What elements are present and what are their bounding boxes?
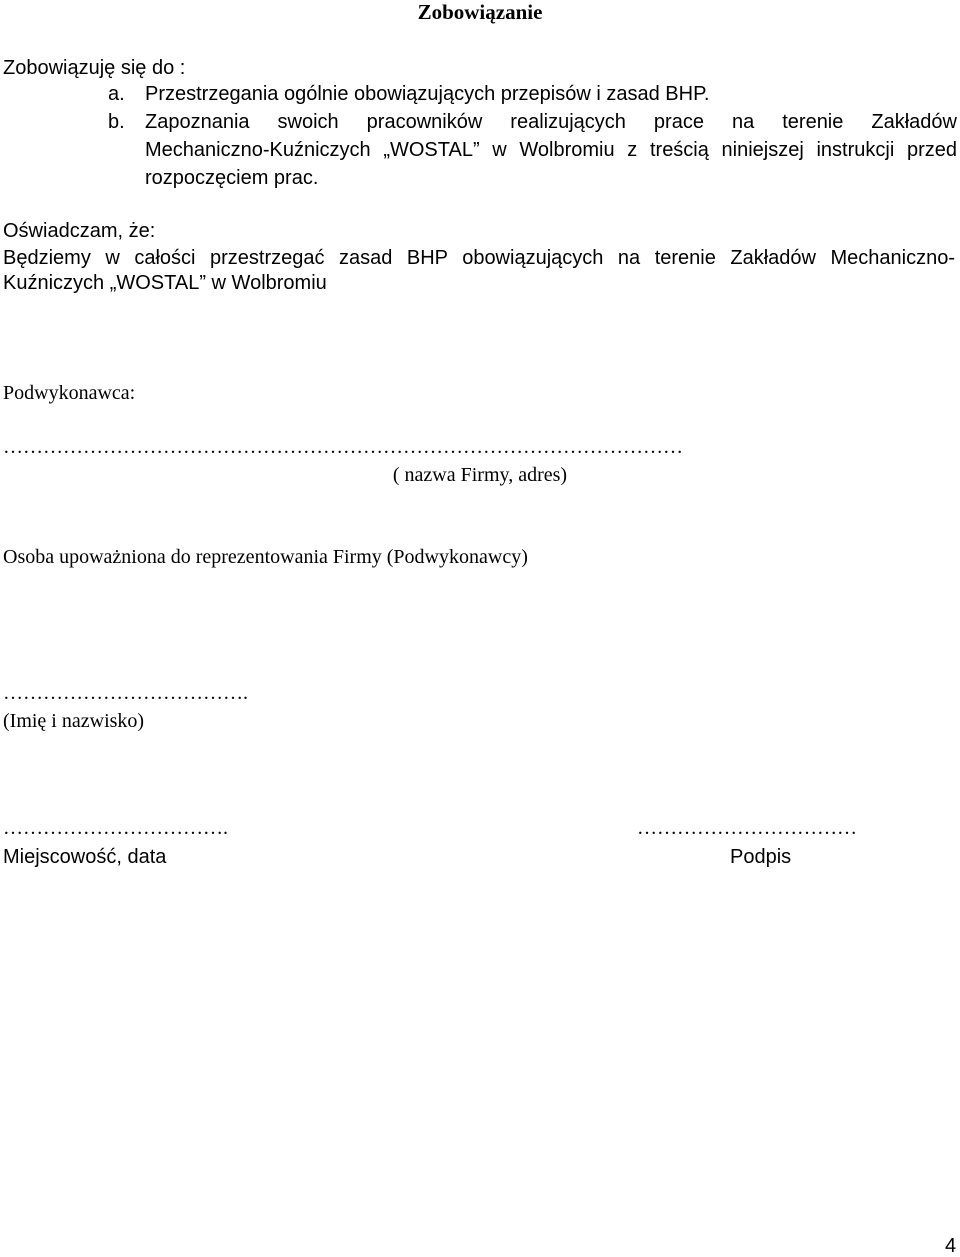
place-date-dots: ……………………………. bbox=[3, 817, 228, 839]
contractor-caption: ( nazwa Firmy, adres) bbox=[392, 464, 568, 486]
list-item-b-line-2: Mechaniczno-Kuźniczych „WOSTAL” w Wolbromiu z treścią niniejszej instrukcji przed bbox=[145, 139, 957, 161]
document-title: Zobowiązanie bbox=[417, 0, 543, 24]
place-date-label: Miejscowość, data bbox=[3, 846, 167, 868]
list-item-a-text: Przestrzegania ogólnie obowiązujących przepisów i zasad BHP. bbox=[145, 83, 710, 105]
representative-dots: ………………………………. bbox=[3, 682, 248, 704]
representative-caption: (Imię i nazwisko) bbox=[3, 710, 145, 732]
contractor-label: Podwykonawca: bbox=[3, 382, 136, 404]
list-item-a-marker: a. bbox=[108, 83, 125, 105]
intro-text: Zobowiązuję się do : bbox=[3, 57, 186, 79]
declaration-heading: Oświadczam, że: bbox=[3, 220, 156, 242]
signature-label: Podpis bbox=[730, 846, 792, 868]
page-number: 4 bbox=[945, 1235, 957, 1257]
list-item-b-line-1: Zapoznania swoich pracowników realizujących prace na terenie Zakładów bbox=[145, 111, 957, 133]
declaration-line-1: Będziemy w całości przestrzegać zasad BHP obowiązujących na terenie Zakładów Mechaniczno- bbox=[3, 247, 955, 269]
contractor-dots: ………………………………………………………………………………………… bbox=[3, 436, 683, 458]
list-item-b-marker: b. bbox=[108, 111, 125, 133]
signature-dots: …………………………… bbox=[637, 817, 857, 839]
list-item-b-line-3: rozpoczęciem prac. bbox=[145, 167, 319, 189]
representative-label: Osoba upoważniona do reprezentowania Firmy (Podwykonawcy) bbox=[3, 546, 528, 568]
declaration-line-2: Kuźniczych „WOSTAL” w Wolbromiu bbox=[3, 272, 327, 294]
